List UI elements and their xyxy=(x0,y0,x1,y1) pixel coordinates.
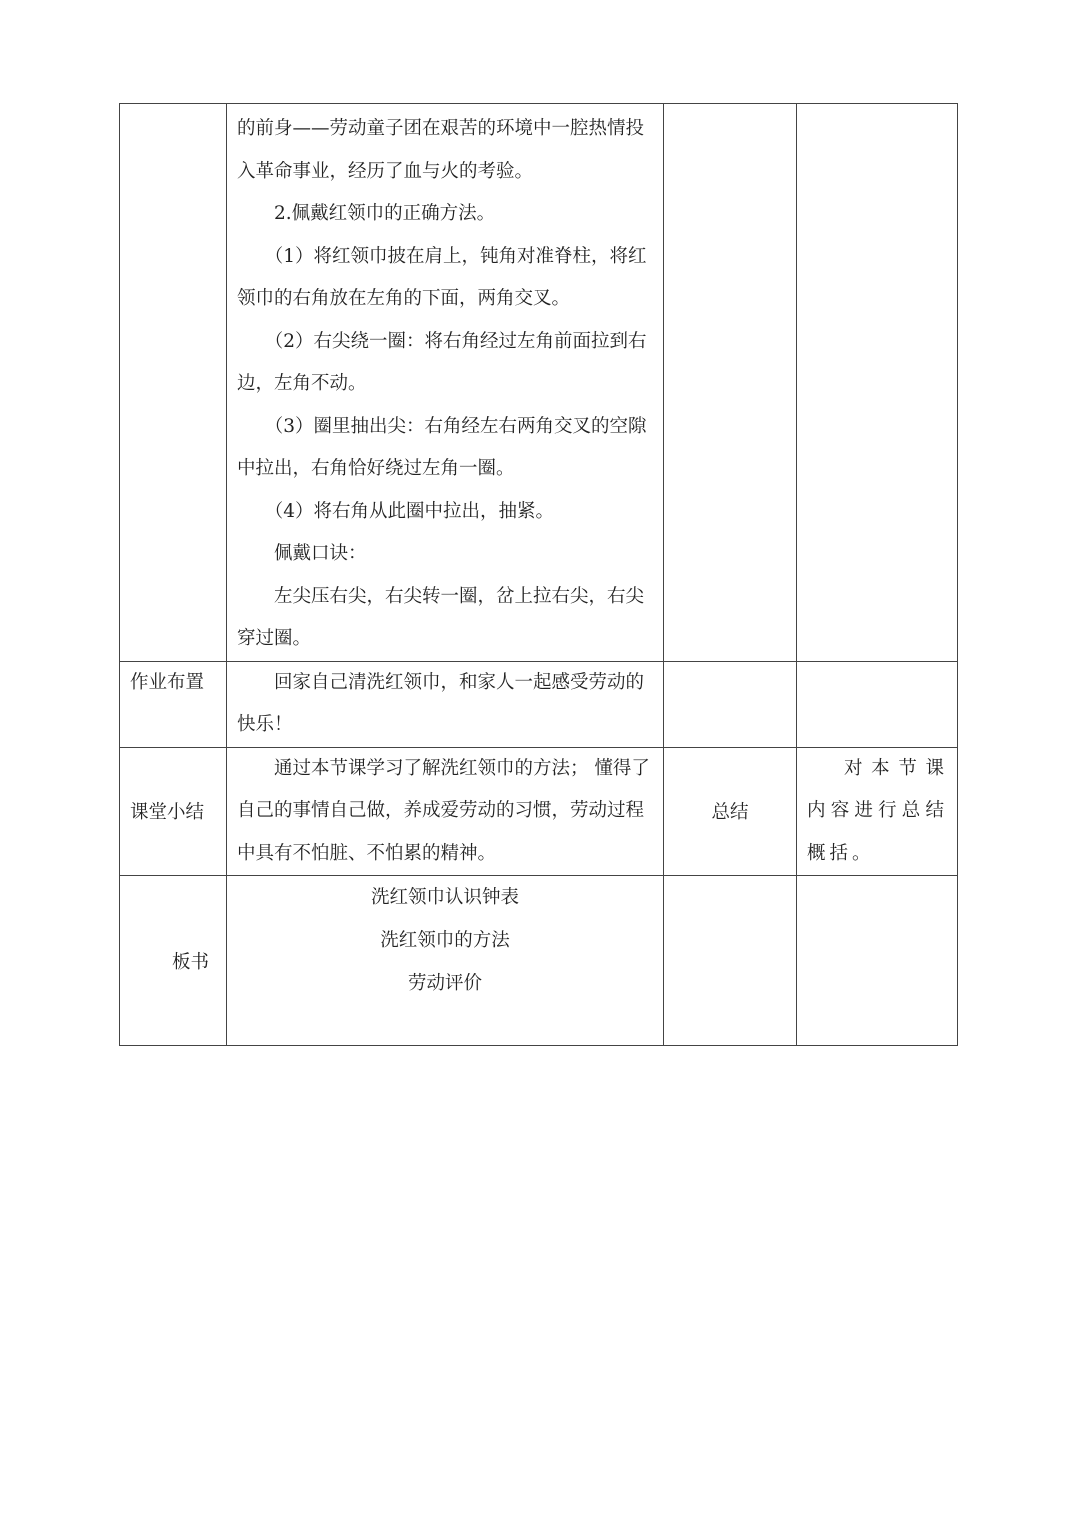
student-activity-cell xyxy=(664,747,797,876)
summary-label: 课堂小结 xyxy=(130,802,205,824)
board-line: 洗红领巾认识钟表 xyxy=(370,887,519,908)
student-activity-cell xyxy=(664,661,797,747)
table-row xyxy=(120,876,958,1046)
homework-label: 作业布置 xyxy=(130,671,205,693)
row-label-cell xyxy=(120,876,227,1046)
table-row xyxy=(120,104,958,662)
content-cell xyxy=(227,747,664,876)
paragraph: 2.佩戴红领巾的正确方法。 xyxy=(274,203,496,224)
board-line: 劳动评价 xyxy=(407,973,482,994)
board-line: 洗红领巾的方法 xyxy=(380,930,510,951)
student-activity-cell xyxy=(664,876,797,1046)
board-label: 板书 xyxy=(172,951,210,973)
lesson-plan-table xyxy=(119,103,958,1046)
paragraph: 的前身——劳动童子团在艰苦的环境中一腔热情投入革命事业，经历了血与火的考验。 xyxy=(237,118,645,182)
design-intent-cell xyxy=(797,876,958,1046)
row-label-cell xyxy=(120,661,227,747)
table-row xyxy=(120,661,958,747)
paragraph: （3）圈里抽出尖：右角经左右两角交叉的空隙中拉出，右角恰好绕过左角一圈。 xyxy=(237,415,647,479)
table-row xyxy=(120,747,958,876)
content-cell xyxy=(227,661,664,747)
design-intent-cell xyxy=(797,661,958,747)
content-cell xyxy=(227,876,664,1046)
paragraph: （4）将右角从此圈中拉出，抽紧。 xyxy=(264,500,555,522)
design-intent-cell xyxy=(797,747,958,876)
content-cell xyxy=(227,104,664,662)
homework-text: 回家自己清洗红领巾，和家人一起感受劳动的快乐！ xyxy=(237,671,645,735)
summary-text: 通过本节课学习了解洗红领巾的方法； 懂得了自己的事情自己做，养成爱劳动的习惯，劳动过程中具有不怕脏、不怕累的精神。 xyxy=(237,757,650,864)
row-label-cell xyxy=(120,747,227,876)
paragraph: 左尖压右尖，右尖转一圈，岔上拉右尖，右尖穿过圈。 xyxy=(237,585,645,649)
row-label-cell xyxy=(120,104,227,662)
paragraph: 佩戴口诀： xyxy=(274,543,367,564)
student-activity-cell xyxy=(664,104,797,662)
design-intent-cell xyxy=(797,104,958,662)
summary-purpose-text: 对本节课内容进行总结概括。 xyxy=(807,757,948,864)
paragraph: （2）右尖绕一圈：将右角经过左角前面拉到右边，左角不动。 xyxy=(237,330,647,394)
paragraph: （1）将红领巾披在肩上，钝角对准脊柱，将红领巾的右角放在左角的下面，两角交叉。 xyxy=(237,245,647,309)
summary-student-text: 总结 xyxy=(711,802,749,824)
